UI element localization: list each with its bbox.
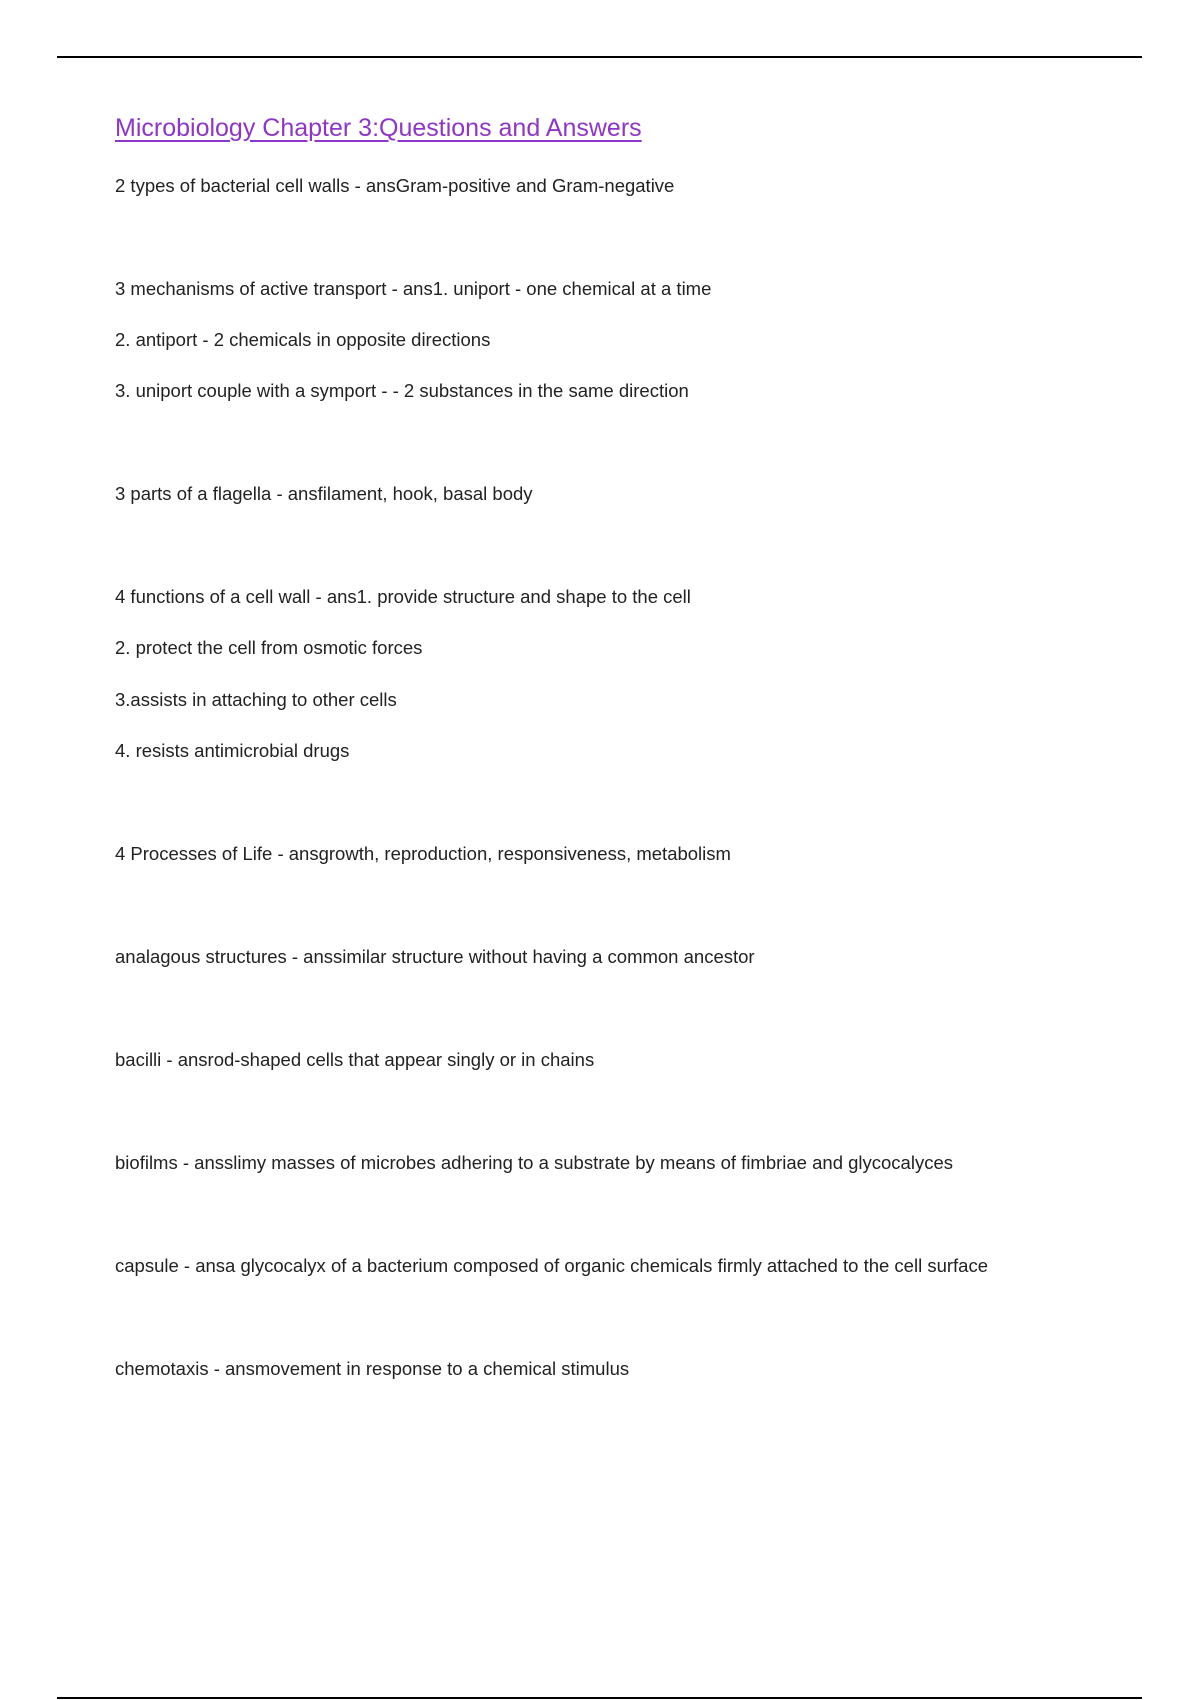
qa-line-osmotic: 2. protect the cell from osmotic forces [115,637,423,658]
document-title[interactable]: Microbiology Chapter 3:Questions and Answers [115,114,642,142]
qa-line-cell-walls: 2 types of bacterial cell walls - ansGram-positive and Gram-negative [115,175,675,196]
qa-line-capsule: capsule - ansa glycocalyx of a bacterium composed of organic chemicals firmly attached to the cell surface [115,1255,988,1276]
qa-line-active-transport: 3 mechanisms of active transport - ans1. uniport - one chemical at a time [115,278,712,299]
qa-line-symport: 3. uniport couple with a symport - - 2 substances in the same direction [115,380,689,401]
qa-line-cell-wall-functions: 4 functions of a cell wall - ans1. provide structure and shape to the cell [115,586,691,607]
qa-line-bacilli: bacilli - ansrod-shaped cells that appear singly or in chains [115,1049,595,1070]
qa-line-analagous: analagous structures - anssimilar structure without having a common ancestor [115,946,755,967]
top-rule [57,56,1142,58]
qa-line-chemotaxis: chemotaxis - ansmovement in response to a chemical stimulus [115,1358,630,1379]
qa-line-processes-of-life: 4 Processes of Life - ansgrowth, reproduction, responsiveness, metabolism [115,843,731,864]
qa-line-antiport: 2. antiport - 2 chemicals in opposite directions [115,329,491,350]
qa-line-attaching: 3.assists in attaching to other cells [115,689,397,710]
bottom-rule [57,1697,1142,1699]
qa-line-biofilms: biofilms - ansslimy masses of microbes adhering to a substrate by means of fimbriae and glycocalyces [115,1152,953,1173]
qa-line-antimicrobial: 4. resists antimicrobial drugs [115,740,350,761]
qa-line-flagella: 3 parts of a flagella - ansfilament, hook, basal body [115,483,533,504]
